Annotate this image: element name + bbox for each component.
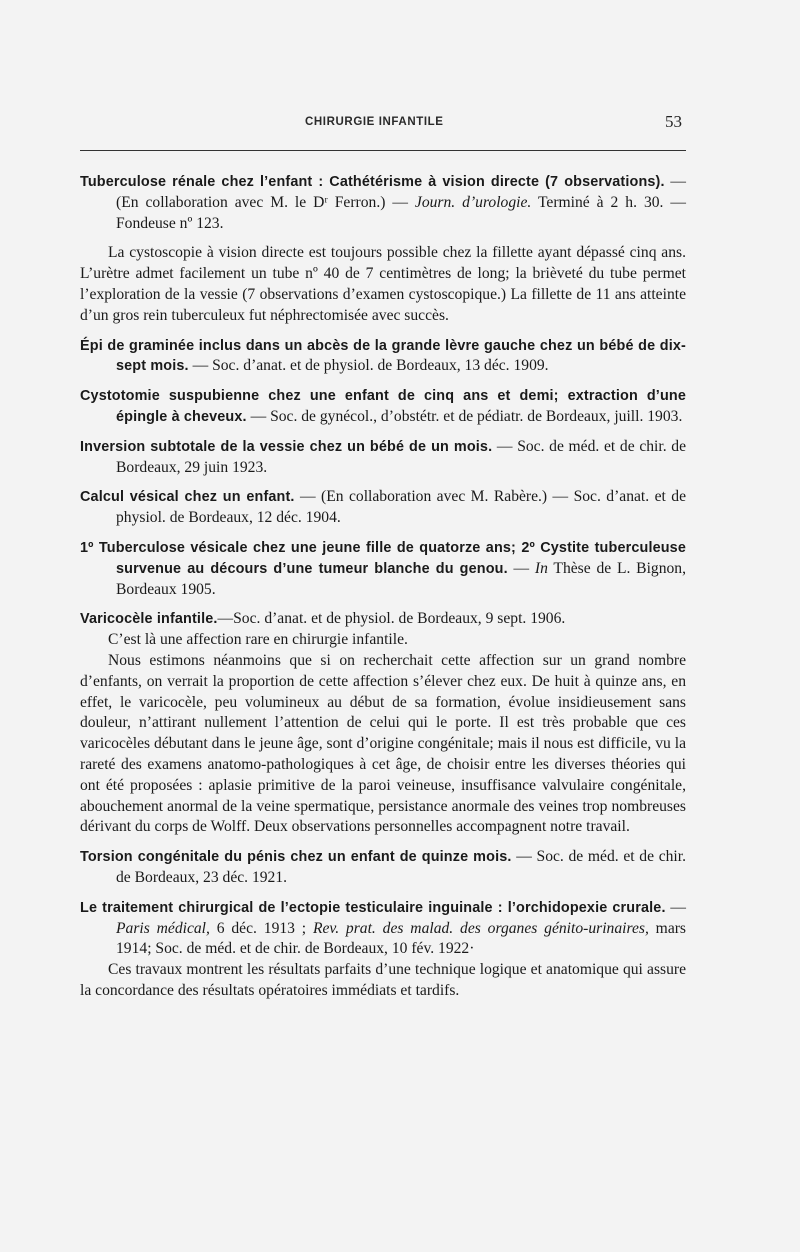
entry-title: 1º Tuberculose vésicale chez une jeune fille de quatorze ans; 2º Cystite tuberculeuse survenue au décours d’une tumeur blanche du genou. (80, 539, 686, 577)
entry-reference-end: Thèse de L. Bignon, Bordeaux 1905. (116, 559, 686, 598)
entry-title: Tuberculose rénale chez l’enfant : Cathétérisme à vision directe (7 observations). (80, 174, 665, 190)
running-title: CHIRURGIE INFANTILE (305, 116, 444, 128)
page-number: 53 (665, 112, 682, 131)
entry-title: Calcul vésical chez un enfant. (80, 489, 295, 506)
entry-title: Cystotomie suspubienne chez une enfant de cinq ans et demi; extraction d’une épingle à cheveux. (80, 388, 686, 425)
entry-reference: — Soc. de méd. et de chir. de Bordeaux, 29 juin 1923. (116, 437, 686, 476)
entry-reference-end: Terminé à 2 h. 30. — Fondeuse nº 123. (116, 193, 686, 232)
page-body (80, 172, 686, 1002)
entry-reference: — (En collaboration avec M. le Dʳ Ferron.) — (116, 173, 686, 211)
entry-reference: — Soc. d’anat. et de physiol. de Bordeaux, 13 déc. 1909. (188, 357, 549, 375)
entry-title: Le traitement chirurgical de l’ectopie testiculaire inguinale : l’orchidopexie crurale. (80, 899, 666, 916)
paragraph-conclusion: Ces travaux montrent les résultats parfaits d’une technique logique et anatomique qui assure la concordance des résultats opératoires immédiats et tardifs. (80, 961, 686, 999)
entry-inversion-vessie (80, 437, 686, 479)
journal-rev-prat: Rev. prat. des malad. des organes génito-urinaires, (312, 919, 649, 937)
entry-title: Varicocèle infantile. (80, 611, 218, 628)
header-rule (80, 150, 686, 151)
entry-reference: — Soc. de méd. et de chir. de Bordeaux, 23 déc. 1921. (116, 848, 686, 886)
entry-orchidopexie (80, 898, 686, 960)
entry-tuberculose-renale (80, 172, 686, 234)
entry-reference: — (507, 559, 535, 577)
entry-calcul-vesical (80, 487, 686, 529)
entry-cystotomie (80, 386, 686, 428)
paragraph-varicocele: Nous estimons néanmoins que si on recherchait cette affection sur un grand nombre d’enfants, on verrait la proportion de cette affection s’élever chez eux. De huit à quinze ans, en effet, le varicocèle, peu volumineux au début de sa formation, évolue insidieusement sans douleur, n’attirant nullement l’attention de celui qui le porte. Il est très probable que ces varicocèles débutant dans le jeune âge, sont d’origine congénitale; mais il nous est difficile, vu la rareté des examens anatomo-pathologiques à cet âge, de choisir entre les diverses théories qui ont été proposées : aplasie primitive de la paroi veineuse, insuffisance valvulaire congénitale, abouchement anormal de la veine spermatique, persistance anormale des veines trop nombreuses dérivant du corps de Wolff. Deux observations personnelles accompagnent notre travail. (80, 651, 686, 836)
entry-torsion-penis (80, 847, 686, 889)
entry-title: Torsion congénitale du pénis chez un enfant de quinze mois. (80, 849, 512, 866)
entry-tuberculose-vesicale (80, 538, 686, 600)
journal-name: Journ. d’urologie. (414, 193, 532, 211)
entry-reference: — (665, 898, 686, 916)
entry-reference: — (En collaboration avec M. Rabère.) — Soc. d’anat. et de physiol. de Bordeaux, 12 déc. 1904. (116, 488, 686, 527)
entry-reference-date: 6 déc. 1913 ; (209, 919, 313, 937)
entry-title: Épi de graminée inclus dans un abcès de la grande lèvre gauche chez un bébé de dix-sept mois. (80, 337, 686, 375)
entry-title: Inversion subtotale de la vessie chez un bébé de un mois. (80, 438, 493, 455)
entry-epi-graminee (80, 336, 686, 378)
entry-reference: — Soc. de gynécol., d’obstétr. et de pédiatr. de Bordeaux, juill. 1903. (246, 407, 683, 425)
journal-paris-medical: Paris médical, (116, 919, 210, 937)
entry-reference-end: mars 1914; Soc. de méd. et de chir. de Bordeaux, 10 fév. 1922· (116, 919, 686, 958)
paragraph-affection-rare: C’est là une affection rare en chirurgie infantile. (108, 631, 408, 649)
entry-varicocele (80, 609, 686, 630)
paragraph-cystoscopie: La cystoscopie à vision directe est toujours possible chez la fillette ayant dépassé cinq ans. L’urètre admet facilement un tube nº 40 de 7 centimètres de long; la brièveté du tube permet l’exploration de la vessie (7 observations d’examen cystoscopique.) La fillette de 11 ans atteinte d’un gros rein tuberculeux fut néphrectomisée avec succès. (80, 244, 686, 324)
entry-reference: —Soc. d’anat. et de physiol. de Bordeaux, 9 sept. 1906. (217, 610, 566, 628)
running-header (80, 112, 686, 134)
italic-in: In (534, 559, 548, 577)
